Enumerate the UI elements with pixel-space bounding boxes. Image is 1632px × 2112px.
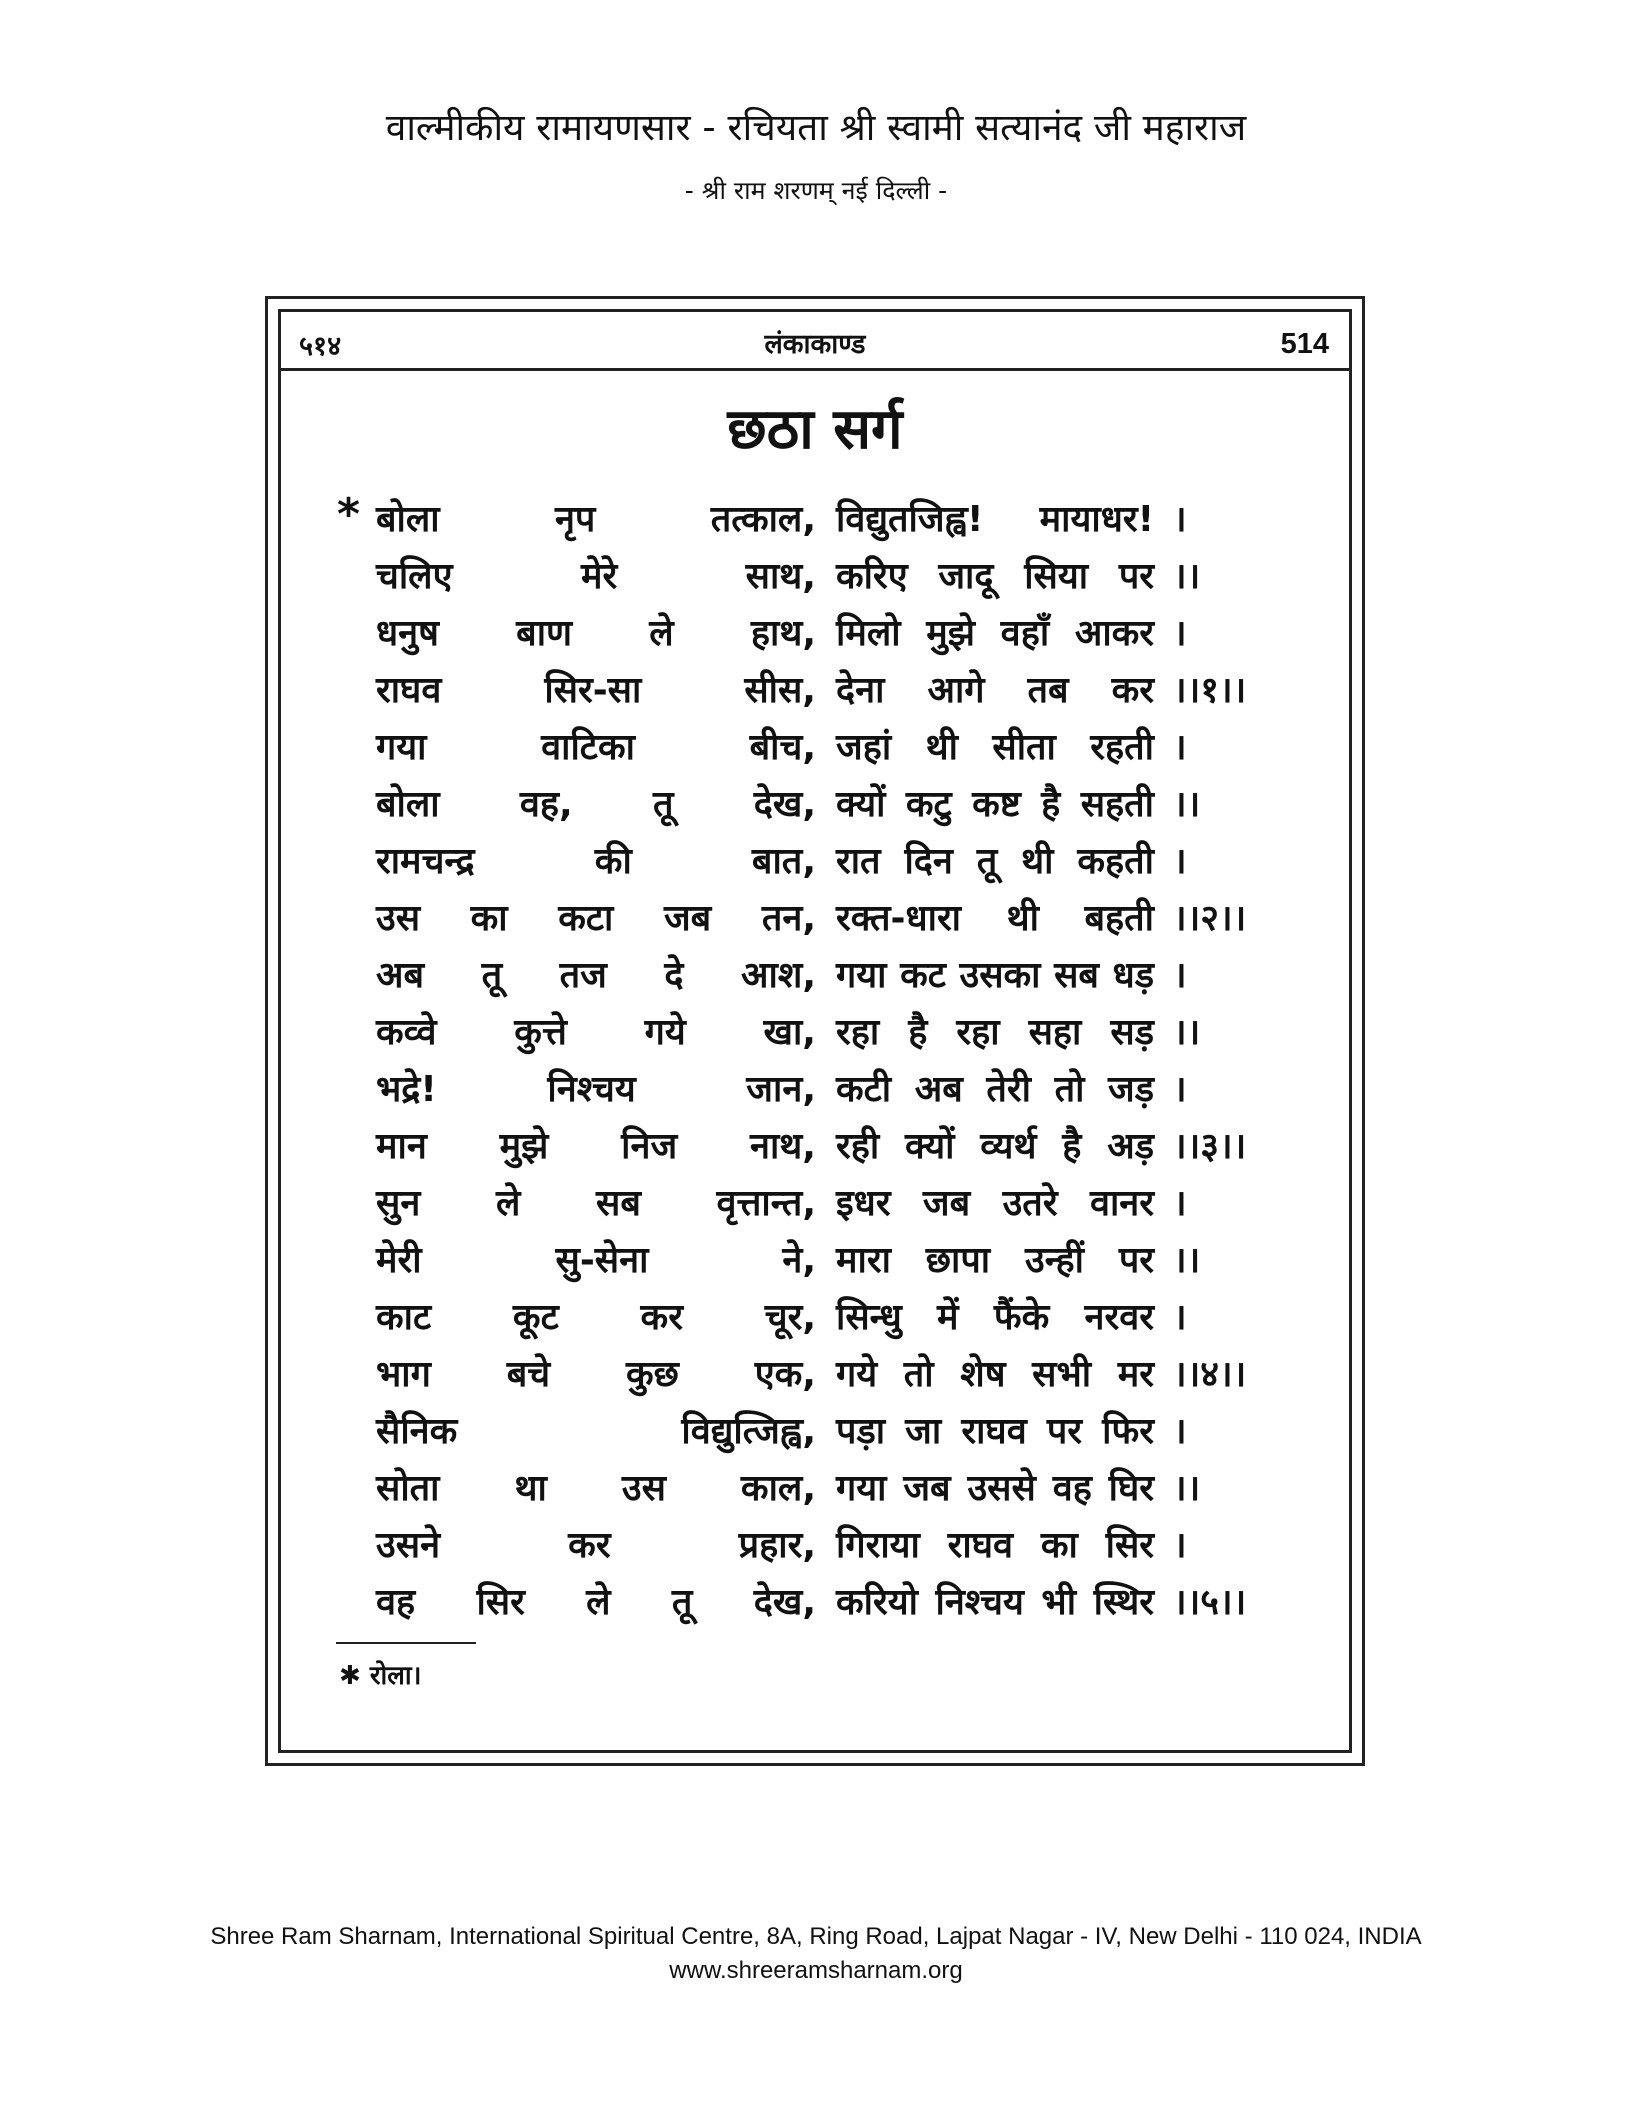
verse-first-half: चलिए मेरे साथ, bbox=[376, 556, 816, 597]
verse-line bbox=[281, 1063, 1349, 1120]
verse-marker: । bbox=[1173, 1411, 1187, 1452]
verse-second-half: पड़ा जा राघव पर फिर bbox=[836, 1411, 1154, 1452]
verse-second-half: करिए जादू सिया पर bbox=[836, 556, 1154, 597]
verse-line bbox=[281, 721, 1349, 778]
verse-marker: । bbox=[1173, 1525, 1187, 1566]
verse-marker: । bbox=[1173, 1183, 1187, 1224]
verse-second-half: गया कट उसका सब धड़ bbox=[836, 955, 1154, 996]
verse-second-half: रही क्यों व्यर्थ है अड़ bbox=[836, 1126, 1154, 1167]
verse-first-half: धनुष बाण ले हाथ, bbox=[376, 613, 816, 654]
verse-line bbox=[281, 1462, 1349, 1519]
verse-marker: । bbox=[1173, 955, 1187, 996]
verse-line bbox=[281, 489, 1349, 550]
running-head bbox=[281, 312, 1349, 371]
sarga-title: छठा सर्ग bbox=[727, 397, 903, 462]
verse-second-half: रहा है रहा सहा सड़ bbox=[836, 1012, 1154, 1053]
verse-second-half: विद्युतजिह्व! मायाधर! bbox=[836, 499, 1154, 540]
verse-second-half: देना आगे तब कर bbox=[836, 670, 1154, 711]
verse-line bbox=[281, 1348, 1349, 1405]
verse-first-half: काट कूट कर चूर, bbox=[376, 1297, 816, 1338]
verse-marker: ।।३।। bbox=[1173, 1126, 1247, 1167]
verse-marker: ।।२।। bbox=[1173, 898, 1247, 939]
verse-line bbox=[281, 1291, 1349, 1348]
verse-marker: ।।५।। bbox=[1173, 1582, 1247, 1623]
verse-first-half: रामचन्द्र की बात, bbox=[376, 841, 816, 882]
verse-second-half: करियो निश्चय भी स्थिर bbox=[836, 1582, 1154, 1623]
footer-website: www.shreeramsharnam.org bbox=[669, 1957, 963, 1984]
publisher-line: - श्री राम शरणम् नई दिल्ली - bbox=[684, 176, 948, 205]
verse-line bbox=[281, 949, 1349, 1006]
verse-first-half: बोला वह, तू देख, bbox=[376, 784, 816, 825]
verse-first-half: कव्वे कुत्ते गये खा, bbox=[376, 1012, 816, 1053]
verse-first-half: गया वाटिका बीच, bbox=[376, 727, 816, 768]
verse-second-half: गिराया राघव का सिर bbox=[836, 1525, 1154, 1566]
verse-marker: ।।१।। bbox=[1173, 670, 1247, 711]
page-frame-inner bbox=[278, 309, 1352, 1753]
verse-first-half: उस का कटा जब तन, bbox=[376, 898, 816, 939]
verse-line bbox=[281, 1405, 1349, 1462]
verse-line bbox=[281, 550, 1349, 607]
verse-marker: ।। bbox=[1173, 1240, 1201, 1281]
verse-first-half: अब तू तज दे आश, bbox=[376, 955, 816, 996]
verse-second-half: सिन्धु में फैंके नरवर bbox=[836, 1297, 1154, 1338]
footnote-rule bbox=[336, 1642, 476, 1644]
verse-marker: । bbox=[1173, 841, 1187, 882]
verse-first-half: भाग बचे कुछ एक, bbox=[376, 1354, 816, 1395]
page-footer bbox=[0, 1920, 1632, 1988]
verse-line bbox=[281, 835, 1349, 892]
verse-first-half: सैनिक विद्युत्जिह्व, bbox=[376, 1411, 816, 1452]
verse-line bbox=[281, 664, 1349, 721]
verse-marker: । bbox=[1173, 1069, 1187, 1110]
verse-line bbox=[281, 892, 1349, 949]
page-header bbox=[0, 100, 1632, 207]
verse-second-half: रात दिन तू थी कहती bbox=[836, 841, 1154, 882]
verse-second-half: इधर जब उतरे वानर bbox=[836, 1183, 1154, 1224]
footnote: ✱ रोला। bbox=[339, 1661, 422, 1691]
page-frame bbox=[265, 296, 1365, 1766]
kanda-title: लंकाकाण्ड bbox=[764, 329, 866, 360]
verse-marker: ।। bbox=[1173, 1012, 1201, 1053]
verse-marker: ।। bbox=[1173, 784, 1201, 825]
verse-marker: । bbox=[1173, 727, 1187, 768]
verse-first-half: राघव सिर-सा सीस, bbox=[376, 670, 816, 711]
verse-first-half: बोला नृप तत्काल, bbox=[376, 499, 816, 540]
book-title: वाल्मीकीय रामायणसार - रचियता श्री स्वामी सत्यानंद जी महाराज bbox=[385, 106, 1247, 149]
verse-line bbox=[281, 1120, 1349, 1177]
verse-second-half: रक्त-धारा थी बहती bbox=[836, 898, 1154, 939]
verse-second-half: क्यों कटु कष्ट है सहती bbox=[836, 784, 1154, 825]
verse-second-half: मारा छापा उन्हीं पर bbox=[836, 1240, 1154, 1281]
verse-first-half: उसने कर प्रहार, bbox=[376, 1525, 816, 1566]
verse-first-half: सोता था उस काल, bbox=[376, 1468, 816, 1509]
verse-second-half: कटी अब तेरी तो जड़ bbox=[836, 1069, 1154, 1110]
verse-line bbox=[281, 1006, 1349, 1063]
verse-second-half: जहां थी सीता रहती bbox=[836, 727, 1154, 768]
verse-list bbox=[281, 489, 1349, 1633]
verse-first-half: भद्रे! निश्चय जान, bbox=[376, 1069, 816, 1110]
verse-line bbox=[281, 1519, 1349, 1576]
verse-first-half: मेरी सु-सेना ने, bbox=[376, 1240, 816, 1281]
verse-marker: । bbox=[1173, 1297, 1187, 1338]
verse-line bbox=[281, 1234, 1349, 1291]
verse-first-half: वह सिर ले तू देख, bbox=[376, 1582, 816, 1623]
verse-line bbox=[281, 778, 1349, 835]
verse-first-half: सुन ले सब वृत्तान्त, bbox=[376, 1183, 816, 1224]
verse-line bbox=[281, 1177, 1349, 1234]
page-number-devanagari: ५१४ bbox=[299, 331, 342, 362]
verse-line bbox=[281, 607, 1349, 664]
verse-marker: ।। bbox=[1173, 1468, 1201, 1509]
verse-marker: । bbox=[1173, 499, 1187, 540]
asterisk-icon: * bbox=[337, 489, 361, 540]
verse-second-half: मिलो मुझे वहाँ आकर bbox=[836, 613, 1154, 654]
verse-first-half: मान मुझे निज नाथ, bbox=[376, 1126, 816, 1167]
page-number: 514 bbox=[1280, 328, 1329, 360]
verse-line bbox=[281, 1576, 1349, 1633]
verse-marker: ।।४।। bbox=[1173, 1354, 1247, 1395]
verse-second-half: गये तो शेष सभी मर bbox=[836, 1354, 1154, 1395]
verse-second-half: गया जब उससे वह घिर bbox=[836, 1468, 1154, 1509]
footer-address: Shree Ram Sharnam, International Spiritual Centre, 8A, Ring Road, Lajpat Nagar - IV, New Delhi - 110 024, INDIA bbox=[210, 1923, 1422, 1950]
verse-marker: ।। bbox=[1173, 556, 1201, 597]
verse-marker: । bbox=[1173, 613, 1187, 654]
